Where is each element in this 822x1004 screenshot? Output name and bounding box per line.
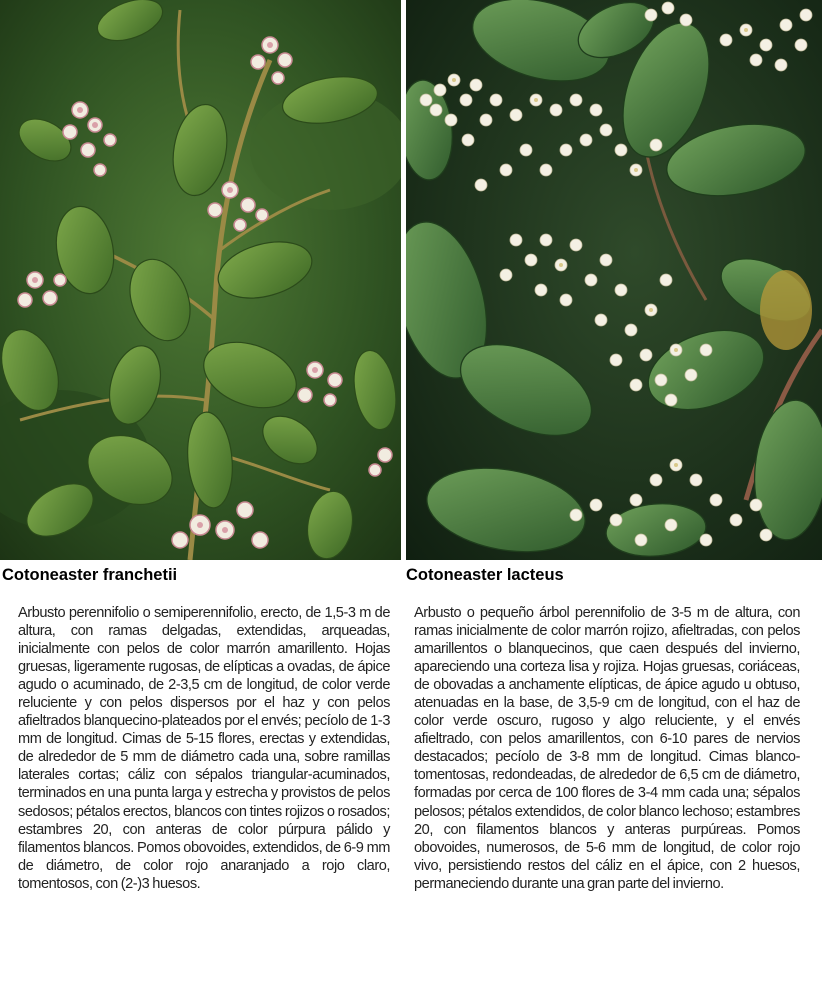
description-lacteus: Arbusto o pequeño árbol perennifolio de 3-5 m de altura, con ramas inicialmente de color marrón rojizo, afieltradas, con pelos amarillentos o blanquecinos, que caen después del invierno, apareciendo una corteza lisa y rojiza. Hojas gruesas, coriáceas, de obovadas a anchamente elípticas, de ápice agudo u obtuso, atenuadas en la base, de 3,5-9 cm de longitud, con el haz de color verde oscuro, rugoso y algo reluciente, y el envés afieltrado, con pelos amarillentos, con 6-10 pares de nervios destacados; pecíolo de 3-8 mm de longitud. Cimas blanco-tomentosas, redondeadas, de alrededor de 6,5 cm de diámetro, formadas por cerca de 100 flores de 3-4 mm cada una; sépalos pelosos; pétalos extendidos, de color blanco lechoso; estambres 20, con filamentos blancos y anteras purpúreas. Pomos obovoides, numerosos, de 5-6 mm de longitud, de color rojo vivo, persistiendo restos del cáliz en el ápice, con 2 huesos, permaneciendo durante una gran parte del invierno. (414, 605, 800, 892)
cotoneaster-lacteus-photo (406, 0, 822, 560)
lacteus-illustration (406, 0, 822, 560)
species-title-franchetii: Cotoneaster franchetii (2, 566, 178, 584)
description-franchetii: Arbusto perennifolio o semiperennifolio, erecto, de 1,5-3 m de altura, con ramas delgadas, extendidas, arqueadas, inicialmente con pelos de color marrón amarillento. Hojas gruesas, ligeramente rugosas, de elípticas a ovadas, de ápice agudo o acuminado, de 2-3,5 cm de longitud, de color verde reluciente y con pelos dispersos por el haz y con pelos afieltrados blanquecino-plateados por el envés; pecíolo de 1-3 mm de longitud. Cimas de 5-15 flores, erectas y extendidas, de alrededor de 5 mm de diámetro cada una, sobre ramillas laterales cortas; cáliz con sépalos triangular-acuminados, terminados en una punta larga y estrecha y provistos de pelos sedosos; pétalos erectos, blancos con tintes rojizos o rosados; estambres 20, con anteras de color púrpura pálido y filamentos blancos. Pomos obovoides, extendidos, de 6-9 mm de diámetro, de color rojo anaranjado a rojo claro, tomentosos, con (2-)3 huesos. (18, 605, 390, 892)
cotoneaster-franchetii-photo (0, 0, 401, 560)
franchetii-illustration (0, 0, 401, 560)
species-title-lacteus: Cotoneaster lacteus (406, 566, 564, 584)
